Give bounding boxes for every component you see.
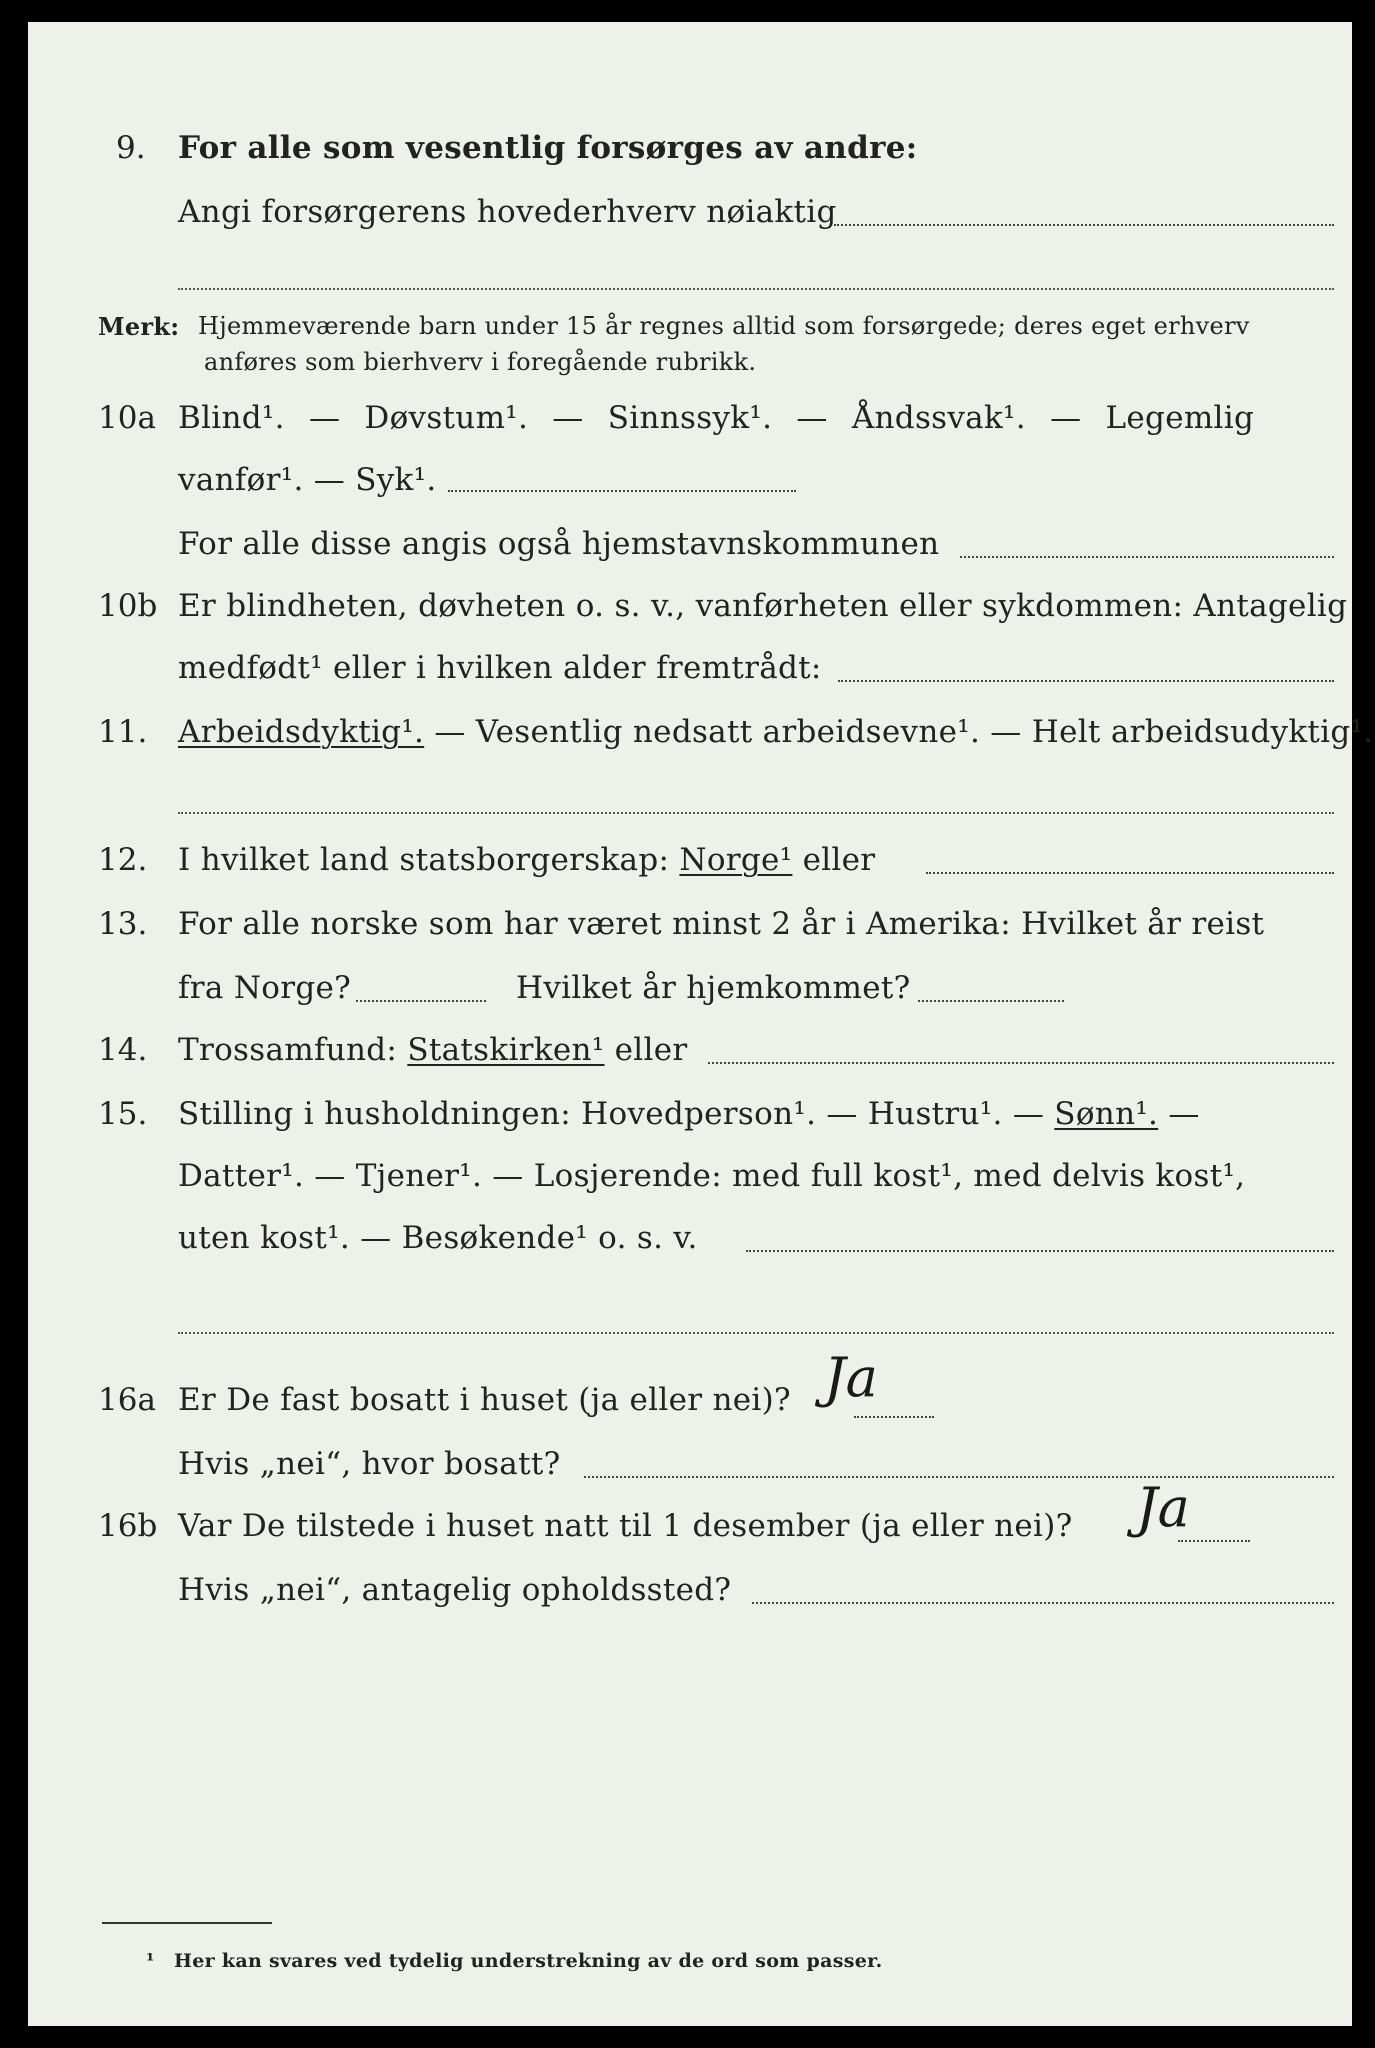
merk-label: Merk: [98,312,180,341]
q10a-line3: For alle disse angis også hjemstavnskommunen [178,526,940,562]
q13-reist-line [356,1000,486,1002]
q16a-answer-line [854,1416,934,1418]
q16b-number: 16b [98,1508,158,1544]
q10a-number: 10a [98,400,156,436]
q15-extra-line [178,1332,1334,1334]
q10a-line1: Blind¹. — Døvstum¹. — Sinnssyk¹. — Åndssvak¹. — Legemlig [178,400,1255,436]
q16b-answer-line [1178,1540,1250,1542]
q10b-line1: Er blindheten, døvheten o. s. v., vanførheten eller sykdommen: Antagelig [178,588,1348,624]
q16b-line2: Hvis „nei“, antagelig opholdssted? [178,1572,732,1608]
q10b-answer-line [838,680,1334,682]
q16b-line1: Var De tilstede i huset natt til 1 desember (ja eller nei)? [178,1508,1073,1544]
q15-line1b: — [1158,1096,1200,1132]
q14-line [178,1032,688,1068]
q11-rest: — Vesentlig nedsatt arbeidsevne¹. — Helt arbeidsudyktig¹. [424,714,1374,750]
footnote-rule [102,1922,272,1924]
q12-number: 12. [98,842,148,878]
q10a-kommune-line [960,556,1334,558]
footnote-mark: ¹ [146,1950,155,1972]
q9-line1: For alle som vesentlig forsørges av andre: [178,130,918,166]
q15-line3: uten kost¹. — Besøkende¹ o. s. v. [178,1220,698,1256]
q9-answer-line [834,224,1334,226]
q12-after: eller [792,842,876,878]
merk-line2: anføres som bierhverv i foregående rubrikk. [204,348,757,376]
q11-extra-line [178,812,1334,814]
q11-underlined-option: Arbeidsdyktig¹. [178,714,425,750]
q14-before: Trossamfund: [178,1032,408,1068]
q16a-handwritten-answer: Ja [824,1346,878,1409]
q16a-bosatt-line [584,1476,1334,1478]
merk-line1: Hjemmeværende barn under 15 år regnes alltid som forsørgede; deres eget erhverv [198,312,1250,340]
q15-line1a: Stilling i husholdningen: Hovedperson¹. — Hustru¹. — [178,1096,1055,1132]
q15-number: 15. [98,1096,148,1132]
q12-answer-line [926,872,1334,874]
q9-line2: Angi forsørgerens hovederhverv nøiaktig [178,194,837,230]
q15-line2: Datter¹. — Tjener¹. — Losjerende: med full kost¹, med delvis kost¹, [178,1158,1246,1194]
q13-line2a: fra Norge? [178,970,352,1006]
q10a-syk-line [448,490,796,492]
q13-line2b: Hvilket år hjemkommet? [516,970,911,1006]
q16a-line1: Er De fast bosatt i huset (ja eller nei)? [178,1382,791,1418]
q15-underlined-option: Sønn¹. [1054,1096,1159,1132]
q16a-number: 16a [98,1382,156,1418]
q16b-opholdssted-line [752,1602,1334,1604]
q10a-line2: vanfør¹. — Syk¹. [178,462,437,498]
q13-hjemkommet-line [918,1000,1064,1002]
q13-number: 13. [98,906,148,942]
census-form-page [28,22,1374,2026]
q16b-handwritten-answer: Ja [1136,1476,1190,1539]
q12-before: I hvilket land statsborgerskap: [178,842,680,878]
q14-after: eller [604,1032,688,1068]
footnote-text: Her kan svares ved tydelig understrekning av de ord som passer. [174,1950,883,1972]
q16a-line2: Hvis „nei“, hvor bosatt? [178,1446,561,1482]
q9-number: 9. [116,130,146,166]
q10b-line2: medfødt¹ eller i hvilken alder fremtrådt: [178,650,822,686]
q14-underlined-option: Statskirken¹ [407,1032,605,1068]
q9-extra-line [178,288,1334,290]
q12-underlined-option: Norge¹ [679,842,793,878]
q12-line [178,842,875,878]
q13-line1: For alle norske som har været minst 2 år i Amerika: Hvilket år reist [178,906,1265,942]
q15-line1 [178,1096,1200,1132]
q10b-number: 10b [98,588,158,624]
q14-number: 14. [98,1032,148,1068]
q11-number: 11. [98,714,148,750]
q15-answer-line [746,1250,1334,1252]
q11-line [178,714,1373,750]
q14-answer-line [708,1062,1334,1064]
